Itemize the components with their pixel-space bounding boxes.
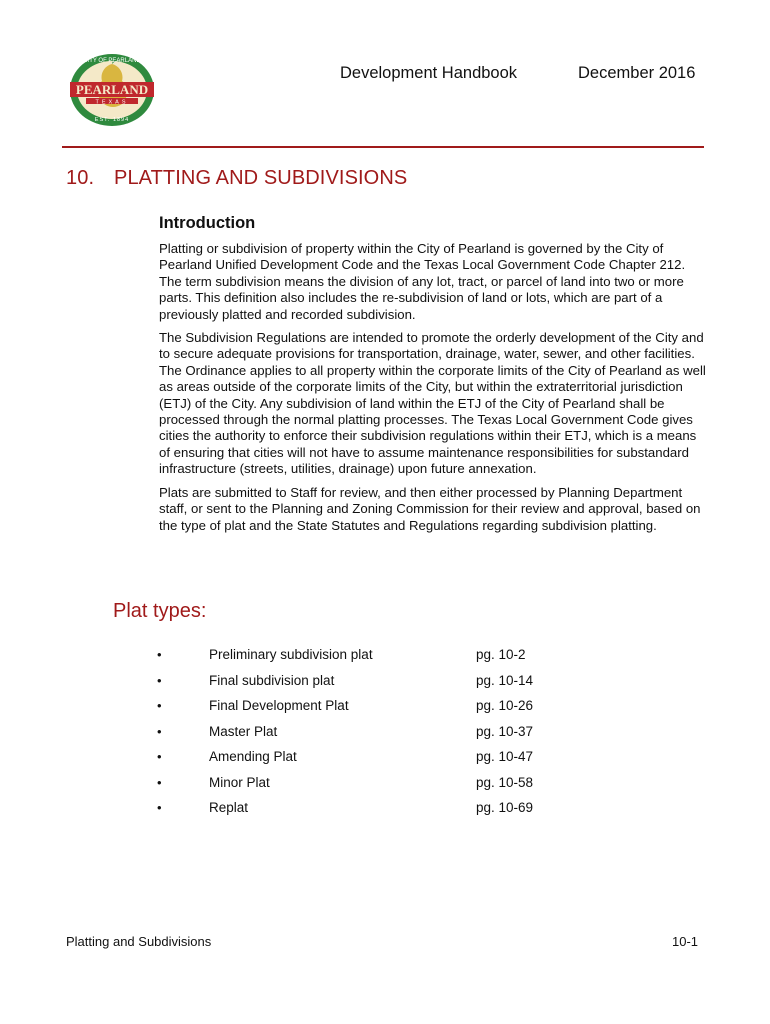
plat-types-list	[150, 646, 570, 825]
header-divider	[62, 146, 704, 148]
list-item	[150, 697, 570, 723]
plat-type-page: pg. 10-47	[476, 749, 534, 764]
bullet-icon: •	[157, 647, 162, 662]
plat-type-name: Final subdivision plat	[209, 672, 335, 688]
plat-types-heading: Plat types:	[113, 600, 207, 622]
plat-type-page: pg. 10-69	[476, 800, 534, 815]
plat-type-page: pg. 10-2	[476, 647, 526, 662]
plat-type-name: Preliminary subdivision plat	[209, 647, 373, 662]
list-item	[150, 646, 570, 672]
handbook-date: December 2016	[578, 64, 696, 82]
plat-type-name: Final Development Plat	[209, 698, 349, 713]
footer-section-title: Platting and Subdivisions	[66, 934, 212, 949]
plat-type-page: pg. 10-14	[476, 672, 534, 688]
bullet-icon: •	[157, 774, 162, 790]
bullet-icon: •	[157, 723, 162, 739]
intro-paragraph: The Subdivision Regulations are intended to promote the orderly development of the City and to secure adequate provisions for transportation, drainage, water, sewer, and other facilities. The Ordinance applies to all property within the corporate limits of the City of Pearland as well as areas outside of the corporate limits of the City, but within the extraterritorial jurisdiction (ETJ) of the City. Any subdivision of land within the ETJ of the City of Pearland shall be processed through the normal platting processes. The Texas Local Government Code gives cities the authority to enforce their subdivision regulations within their ETJ, which is a means of ensuring that cities will not have to assume maintenance responsibilities for substandard infrastructure (streets, utilities, drainage) upon future annexation.	[159, 330, 706, 477]
chapter-heading	[66, 167, 407, 190]
bullet-icon: •	[157, 672, 162, 688]
plat-type-page: pg. 10-26	[476, 698, 534, 713]
plat-type-page: pg. 10-58	[476, 774, 534, 790]
list-item	[150, 723, 570, 749]
plat-type-page: pg. 10-37	[476, 723, 534, 739]
handbook-title: Development Handbook	[340, 64, 518, 82]
svg-text:EST. 1894: EST. 1894	[94, 117, 130, 123]
intro-heading: Introduction	[159, 214, 256, 232]
intro-paragraph: Platting or subdivision of property within the City of Pearland is governed by the City of Pearland Unified Development Code and the Texas Local Government Code Chapter 212. The term subdivision means the division of any lot, tract, or parcel of land into two or more parts. This definition also includes the re-subdivision of land or lots, which are part of a previously platted and recorded subdivision.	[159, 241, 686, 322]
svg-text:CITY OF PEARLAND: CITY OF PEARLAND	[83, 58, 141, 64]
intro-paragraph: Plats are submitted to Staff for review, and then either processed by Planning Department staff, or sent to the Planning and Zoning Commission for their review and approval, based on the type of plat and the State Statutes and Regulations regarding subdivision platting.	[159, 484, 701, 533]
list-item	[150, 672, 570, 698]
bullet-icon: •	[157, 800, 162, 815]
intro-body	[159, 241, 707, 541]
chapter-title: PLATTING AND SUBDIVISIONS	[114, 167, 408, 189]
list-item	[150, 774, 570, 800]
bullet-icon: •	[157, 749, 162, 764]
plat-type-name: Replat	[209, 800, 249, 815]
plat-type-name: Minor Plat	[209, 774, 270, 790]
chapter-number: 10.	[66, 167, 95, 189]
list-item	[150, 748, 570, 774]
svg-text:PEARLAND: PEARLAND	[75, 82, 149, 97]
plat-type-name: Amending Plat	[209, 749, 297, 764]
plat-type-name: Master Plat	[209, 723, 278, 739]
bullet-icon: •	[157, 698, 162, 713]
list-item	[150, 799, 570, 825]
svg-text:TEXAS: TEXAS	[95, 99, 129, 106]
page-number: 10-1	[672, 934, 699, 949]
pearland-city-logo	[66, 48, 158, 128]
